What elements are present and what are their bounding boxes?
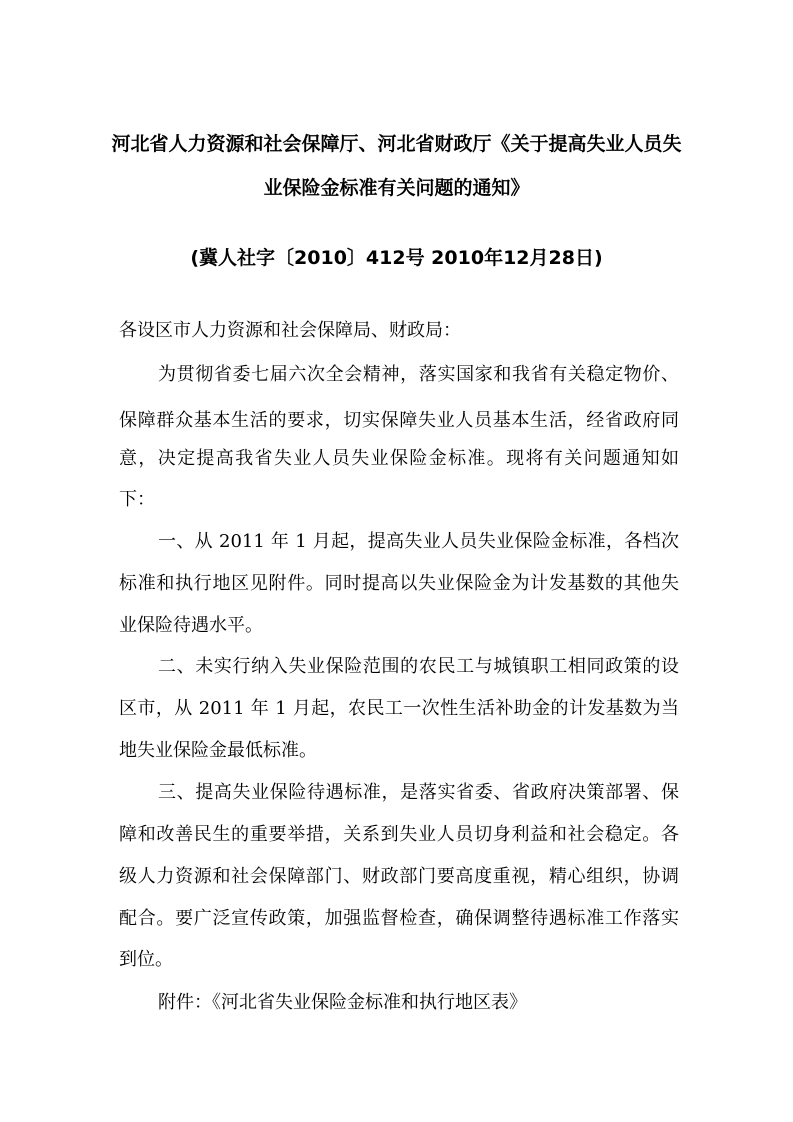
paragraph-3-line-2: 区市，从 2011 年 1 月起，农民工一次性生活补助金的计发基数为当	[119, 698, 679, 719]
paragraph-4-line-5: 到位。	[119, 949, 173, 970]
paragraph-4-line-4: 配合。要广泛宣传政策，加强监督检查，确保调整待遇标准工作落实	[119, 908, 679, 929]
salutation: 各设区市人力资源和社会保障局、财政局：	[119, 320, 461, 341]
paragraph-3-line-3: 地失业保险金最低标准。	[119, 740, 317, 761]
paragraph-4-line-3: 级人力资源和社会保障部门、财政部门要高度重视，精心组织，协调	[119, 866, 679, 887]
paragraph-2-line-2: 标准和执行地区见附件。同时提高以失业保险金为计发基数的其他失	[119, 573, 679, 594]
doc-title-line-2: 业保险金标准有关问题的通知》	[263, 177, 530, 199]
attachment-note: 附件：《河北省失业保险金标准和执行地区表》	[158, 992, 527, 1013]
paragraph-3-line-1: 二、未实行纳入失业保险范围的农民工与城镇职工相同政策的设	[158, 656, 679, 677]
paragraph-4-line-1: 三、提高失业保险待遇标准，是落实省委、省政府决策部署、保	[158, 782, 679, 803]
paragraph-4-line-2: 障和改善民生的重要举措，关系到失业人员切身利益和社会稳定。各	[119, 824, 679, 845]
paragraph-1-line-3: 意，决定提高我省失业人员失业保险金标准。现将有关问题通知如	[119, 448, 679, 469]
doc-title-line-1: 河北省人力资源和社会保障厅、河北省财政厅《关于提高失业人员失	[111, 133, 682, 155]
paragraph-2-line-3: 业保险待遇水平。	[119, 615, 263, 636]
paragraph-1-line-1: 为贯彻省委七届六次全会精神，落实国家和我省有关稳定物价、	[158, 364, 679, 385]
paragraph-1-line-2: 保障群众基本生活的要求，切实保障失业人员基本生活，经省政府同	[119, 410, 679, 431]
paragraph-1-line-4: 下：	[119, 489, 155, 510]
doc-number: (冀人社字〔2010〕412号 2010年12月28日)	[190, 247, 603, 269]
paragraph-2-line-1: 一、从 2011 年 1 月起，提高失业人员失业保险金标准，各档次	[158, 531, 679, 552]
